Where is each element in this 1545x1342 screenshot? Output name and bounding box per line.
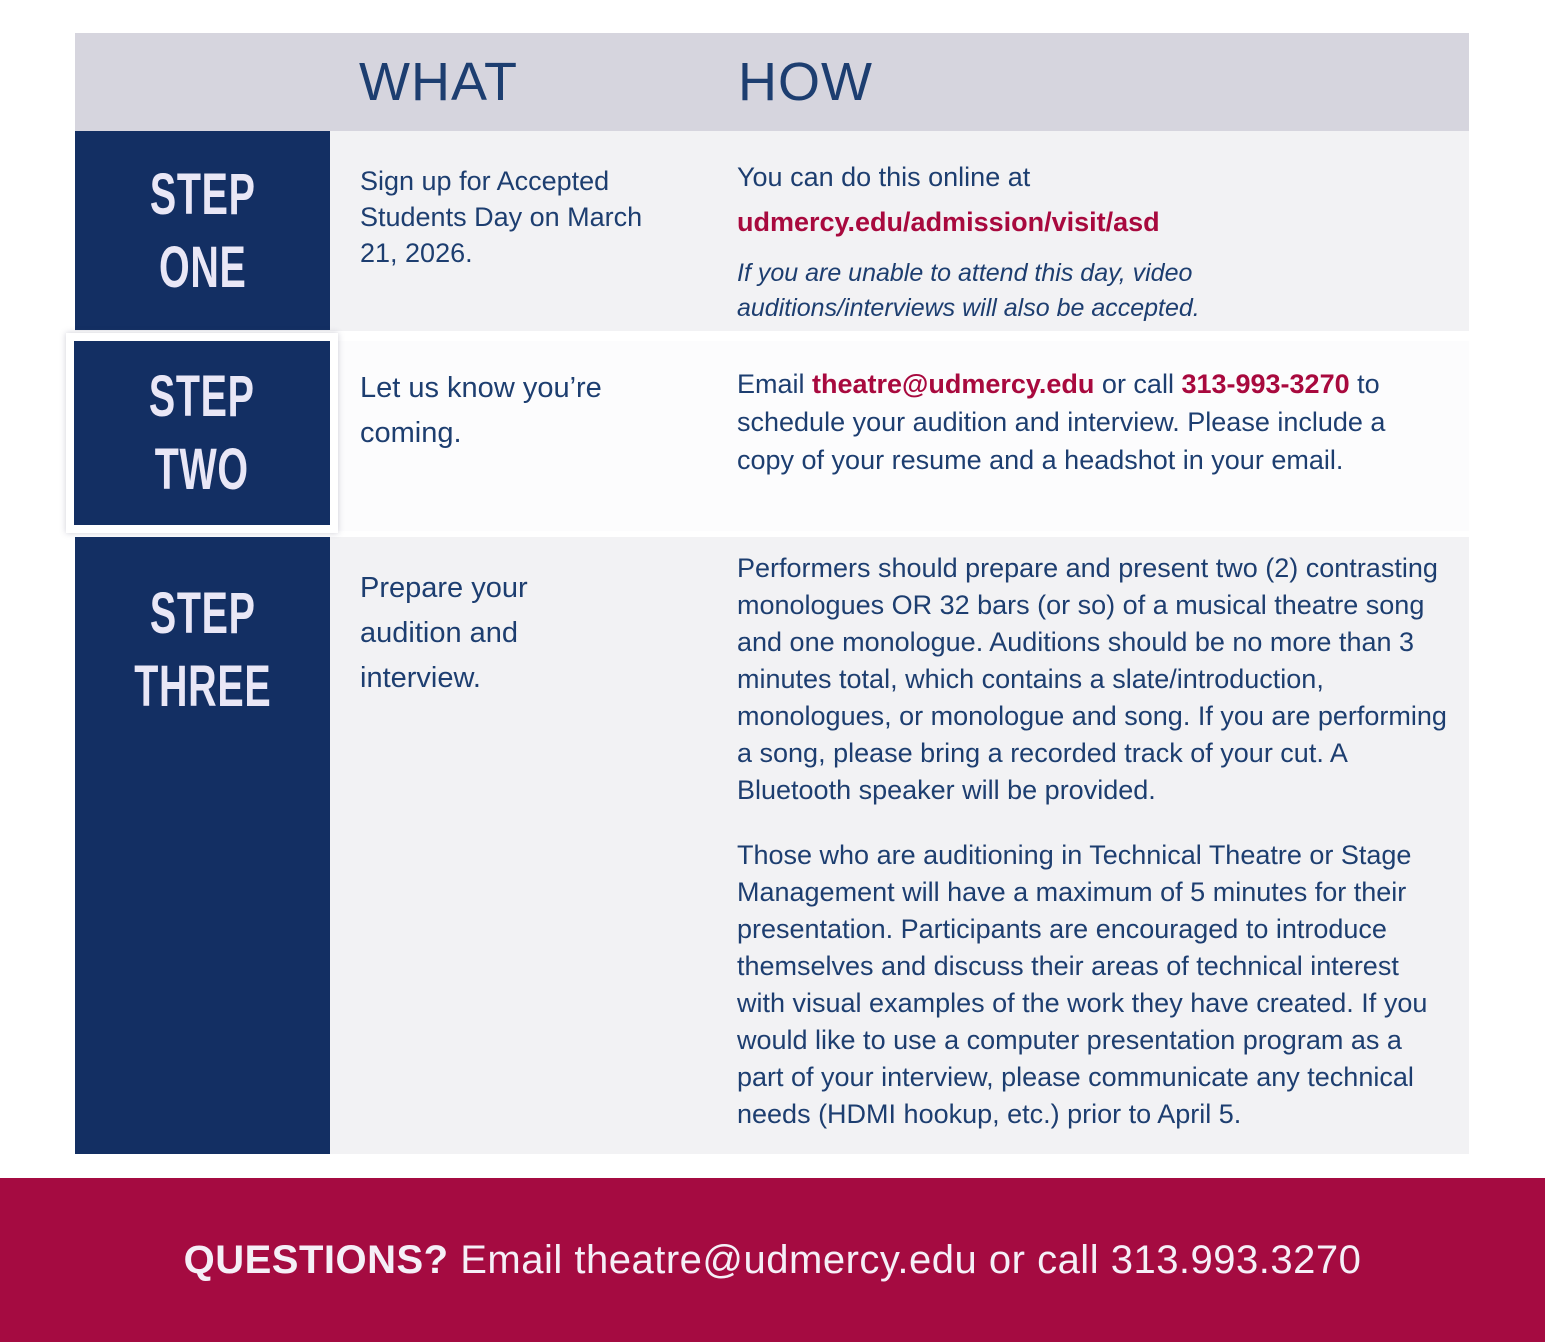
step-three-label [134, 577, 271, 723]
how-step-one-cell [737, 160, 1452, 326]
how-step-two-cell [737, 365, 1449, 479]
step-one-box [75, 131, 330, 330]
step-one-label-line1: STEP [149, 161, 256, 227]
step-one-label [150, 158, 256, 304]
asd-url-link[interactable]: udmercy.edu/admission/visit/asd [737, 207, 1160, 237]
step-two-label [149, 360, 255, 506]
step-two-frame [66, 333, 338, 533]
footer-banner [0, 1178, 1545, 1342]
column-header-what: WHAT [359, 52, 518, 112]
step-three-box [75, 537, 330, 1154]
email-link[interactable]: theatre@udmercy.edu [812, 369, 1095, 399]
technical-theatre-paragraph: Those who are auditioning in Technical Theatre or Stage Management will have a maximum of 5 minutes for their presentation. Participants are encouraged to introduce themselves and discuss their areas of technical interest with visual examples of the work they have created. If you would like to use a computer presentation program as a part of your interview, please communicate any technical needs (HDMI hookup, etc.) prior to April 5. [737, 840, 1428, 1129]
step-two-box [74, 341, 330, 525]
performers-paragraph: Performers should prepare and present two (2) contrasting monologues OR 32 bars (or so) of a musical theatre song and one monologue. Auditions should be no more than 3 minutes total, which contains a slate/introduction, monologues, or monologue and song. If you are performing a song, please bring a recorded track of your cut. A Bluetooth speaker will be provided. [737, 553, 1447, 805]
step-one-label-line2: ONE [158, 234, 247, 300]
what-step-two-text: Let us know you’re coming. [360, 372, 602, 449]
step-two-label-line2: TWO [154, 437, 250, 502]
questions-label: QUESTIONS? [183, 1237, 449, 1282]
phone-link[interactable]: 313-993-3270 [1181, 369, 1350, 399]
step-three-label-line2: THREE [133, 654, 272, 719]
table-header [75, 33, 1469, 131]
step-two-label-line1: STEP [149, 364, 255, 429]
what-step-one-text: Sign up for Accepted Students Day on March 21, 2026. [360, 166, 643, 268]
footer-questions-text [184, 1238, 1362, 1283]
how-step-two-text-3: to schedule your audition and interview. Please include a copy of your resume and a headshot in your email. [737, 369, 1386, 475]
how-step-two-text-2: or call [1094, 369, 1182, 399]
how-step-three-cell [737, 550, 1452, 1133]
how-step-one-intro: You can do this online at [737, 162, 1031, 192]
how-step-two-text-1: Email [737, 369, 813, 399]
what-step-three-text: Prepare your audition and interview. [360, 572, 528, 694]
footer-contact-text: Email theatre@udmercy.edu or call 313.993.3270 [448, 1237, 1362, 1282]
video-audition-note: If you are unable to attend this day, video auditions/interviews will also be accepted. [737, 259, 1200, 322]
step-three-label-line1: STEP [149, 581, 256, 646]
column-header-how: HOW [738, 52, 873, 112]
